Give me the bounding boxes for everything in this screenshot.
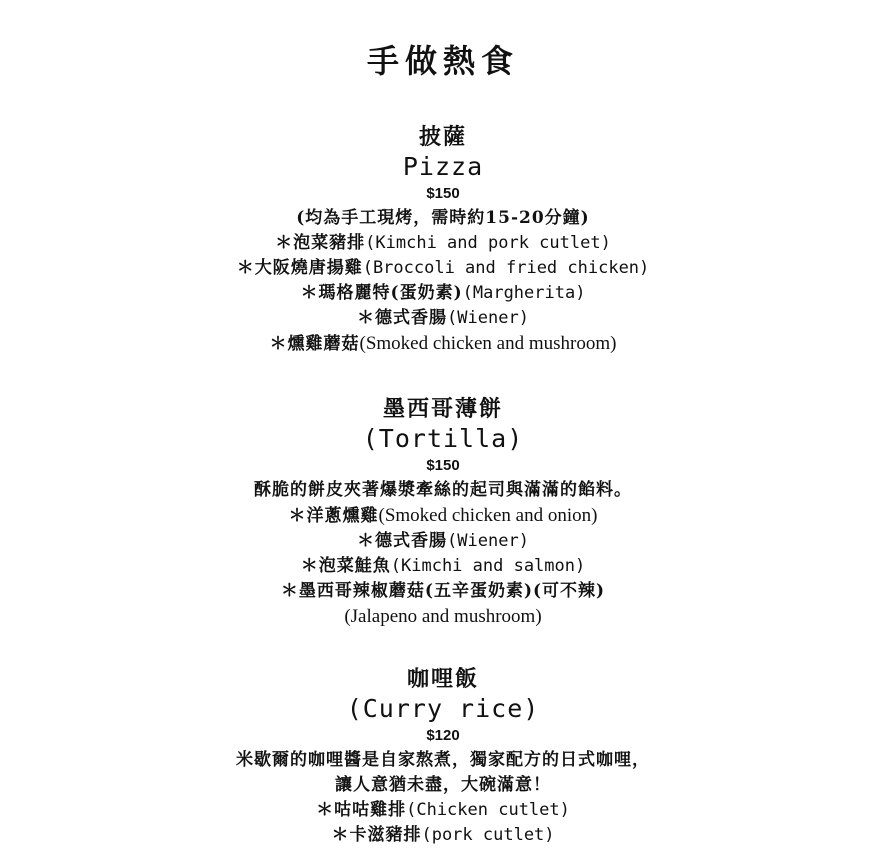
menu-item [0,281,886,306]
section-title-zh: 咖哩飯 [406,666,479,692]
item-name-en: (Jalapeno and mushroom) [344,606,542,627]
tortilla-section [0,394,886,630]
item-name-en: (Chicken cutlet) [406,800,570,820]
section-title-zh: 墨西哥薄餅 [382,396,503,422]
item-name-zh: ＊洋蔥燻雞 [288,506,379,526]
menu-item [0,306,886,331]
note-text: (均為手工現烤，需時約15-20分鐘) [296,208,590,228]
menu-item [0,579,886,604]
item-name-zh: ＊墨西哥辣椒蘑菇(五辛蛋奶素)(可不辣) [280,581,606,601]
item-name-zh: ＊咕咕雞排 [316,800,407,820]
page-title: 手做熱食 [366,42,519,80]
item-name-zh: ＊德式香腸 [357,308,448,328]
menu-item [0,529,886,554]
item-name-en: (Wiener) [447,308,529,328]
item-name-en: (Wiener) [447,531,529,551]
section-description [0,478,886,503]
item-name-zh: ＊燻雞蘑菇 [269,334,360,354]
section-note [0,206,886,231]
section-description [0,773,886,798]
price: $150 [426,457,460,474]
menu-item-subline [0,604,886,630]
menu-item [0,503,886,529]
section-title-zh: 披薩 [418,124,467,150]
menu-item [0,798,886,823]
description-text: 酥脆的餅皮夾著爆漿牽絲的起司與滿滿的餡料。 [254,480,632,500]
menu-item [0,256,886,281]
item-name-en: (Margherita) [462,283,586,303]
section-title-en: Pizza [402,152,484,181]
section-description [0,748,886,773]
item-name-en: (Broccoli and fried chicken) [362,258,650,278]
item-name-en: (Kimchi and pork cutlet) [365,233,611,253]
item-name-en: (Kimchi and salmon) [390,556,586,576]
item-name-zh: ＊卡滋豬排 [331,825,422,845]
menu-item [0,823,886,848]
item-name-zh: ＊泡菜鮭魚 [300,556,391,576]
pizza-section [0,122,886,357]
price: $150 [426,185,460,202]
item-name-en: (pork cutlet) [421,825,555,845]
price: $120 [426,727,460,744]
menu-item [0,231,886,256]
curry-section [0,664,886,848]
item-name-zh: ＊德式香腸 [357,531,448,551]
description-text: 米歇爾的咖哩醬是自家熬煮，獨家配方的日式咖哩， [236,750,650,770]
item-name-en: (Smoked chicken and onion) [378,505,598,526]
menu-item [0,554,886,579]
item-name-en: (Smoked chicken and mushroom) [359,333,617,354]
item-name-zh: ＊大阪燒唐揚雞 [236,258,363,278]
section-title-en: (Curry rice) [346,694,540,723]
section-title-en: (Tortilla) [362,424,524,453]
description-text: 讓人意猶未盡，大碗滿意！ [335,775,551,795]
item-name-zh: ＊瑪格麗特(蛋奶素) [300,283,463,303]
item-name-zh: ＊泡菜豬排 [275,233,366,253]
menu-item [0,331,886,357]
